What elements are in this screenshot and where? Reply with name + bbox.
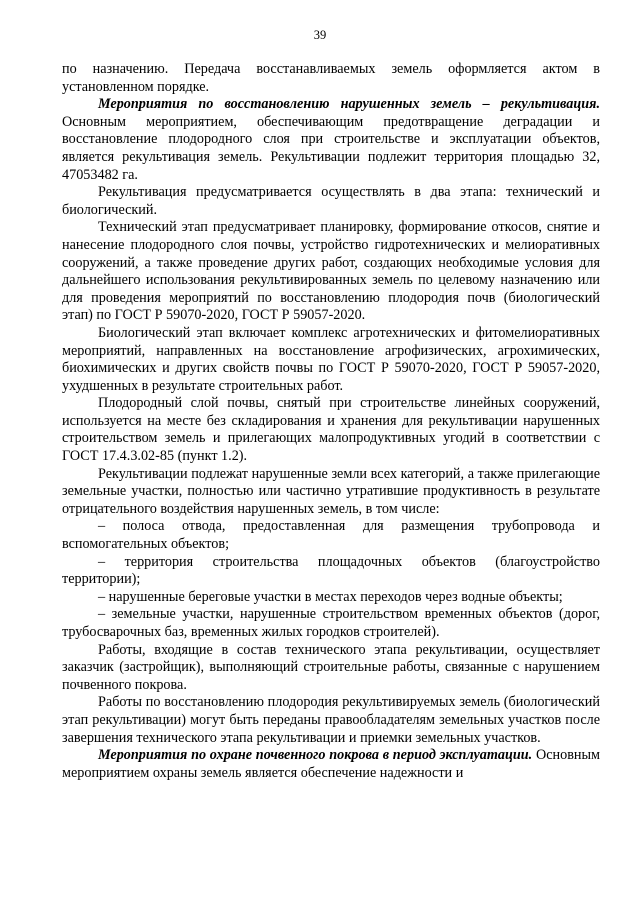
section-heading: Мероприятия по восстановлению нарушенных земель – рекультивация. bbox=[98, 96, 600, 113]
paragraph-section-heading bbox=[62, 96, 600, 184]
paragraph-text: Рекультивация предусматривается осуществлять в два этапа: технический и биологический. bbox=[62, 184, 600, 218]
paragraph bbox=[62, 694, 600, 747]
paragraph bbox=[62, 61, 600, 96]
paragraph-text: по назначению. Передача восстанавливаемых земель оформляется актом в установленном порядке. bbox=[62, 61, 600, 95]
paragraph-text: Биологический этап включает комплекс агротехнических и фитомелиоративных мероприятий, направленных на восстановление агрофизических, агрохимических, биохимических и других свойств почвы по ГОСТ Р 59070-2020, ГОСТ Р 59057-2020, ухудшенных в результате строительных работ. bbox=[62, 324, 600, 394]
paragraph bbox=[62, 466, 600, 519]
paragraph-section-heading bbox=[62, 747, 600, 782]
paragraph-text: Основным мероприятием, обеспечивающим предотвращение деградации и восстановление плодородного слоя при строительстве и эксплуатации объектов, является рекультивация земель. Рекультивации подлежит территория площадью 32, 47053482 га. bbox=[62, 113, 600, 183]
paragraph-text: Основным мероприятием охраны земель является обеспечение надежности и bbox=[62, 747, 600, 781]
list-item-text: – территория строительства площадочных объектов (благоустройство территории); bbox=[62, 553, 600, 588]
list-item-text: – полоса отвода, предоставленная для размещения трубопровода и вспомогательных объектов; bbox=[62, 518, 600, 553]
paragraph-text: Работы по восстановлению плодородия рекультивируемых земель (биологический этап рекультивации) могут быть переданы правообладателям земельных участков после завершения технического этапа рекультивации и приемки земельных участков. bbox=[62, 694, 600, 746]
paragraph bbox=[62, 642, 600, 695]
paragraph-text: Работы, входящие в состав технического этапа рекультивации, осуществляет заказчик (застройщик), выполняющий строительные работы, связанные с нарушением почвенного покрова. bbox=[62, 641, 600, 693]
list-item bbox=[62, 606, 600, 641]
list-item-text: – нарушенные береговые участки в местах переходов через водные объекты; bbox=[98, 588, 563, 605]
paragraph bbox=[62, 325, 600, 395]
page-body bbox=[62, 61, 600, 782]
page-number: 39 bbox=[313, 28, 327, 42]
paragraph bbox=[62, 184, 600, 219]
list-item bbox=[62, 518, 600, 553]
section-heading: Мероприятия по охране почвенного покрова в период эксплуатации. bbox=[98, 747, 533, 764]
paragraph bbox=[62, 395, 600, 465]
list-item bbox=[62, 589, 600, 607]
list-item bbox=[62, 554, 600, 589]
paragraph-text: Плодородный слой почвы, снятый при строительстве линейных сооружений, используется на месте без складирования и хранения для рекультивации нарушенных строительством земель и прилегающих малопродуктивных угодий в соответствии с ГОСТ 17.4.3.02-85 (пункт 1.2). bbox=[62, 395, 600, 465]
paragraph-text: Технический этап предусматривает планировку, формирование откосов, снятие и нанесение плодородного слоя почвы, устройство гидротехнических и мелиоративных сооружений, а также проведение других работ, создающих необходимые условия для дальнейшего использования рекультивированных земель по целевому назначению или для проведения мероприятий по восстановлению плодородия почв (биологический этап) по ГОСТ Р 59070-2020, ГОСТ Р 59057-2020. bbox=[62, 219, 600, 324]
paragraph bbox=[62, 219, 600, 325]
paragraph-text: Рекультивации подлежат нарушенные земли всех категорий, а также прилегающие земельные участки, полностью или частично утратившие продуктивность в результате отрицательного воздействия нарушенных земель, в том числе: bbox=[62, 465, 600, 517]
list-item-text: – земельные участки, нарушенные строительством временных объектов (дорог, трубосварочных баз, временных жилых городков строителей). bbox=[62, 606, 600, 640]
